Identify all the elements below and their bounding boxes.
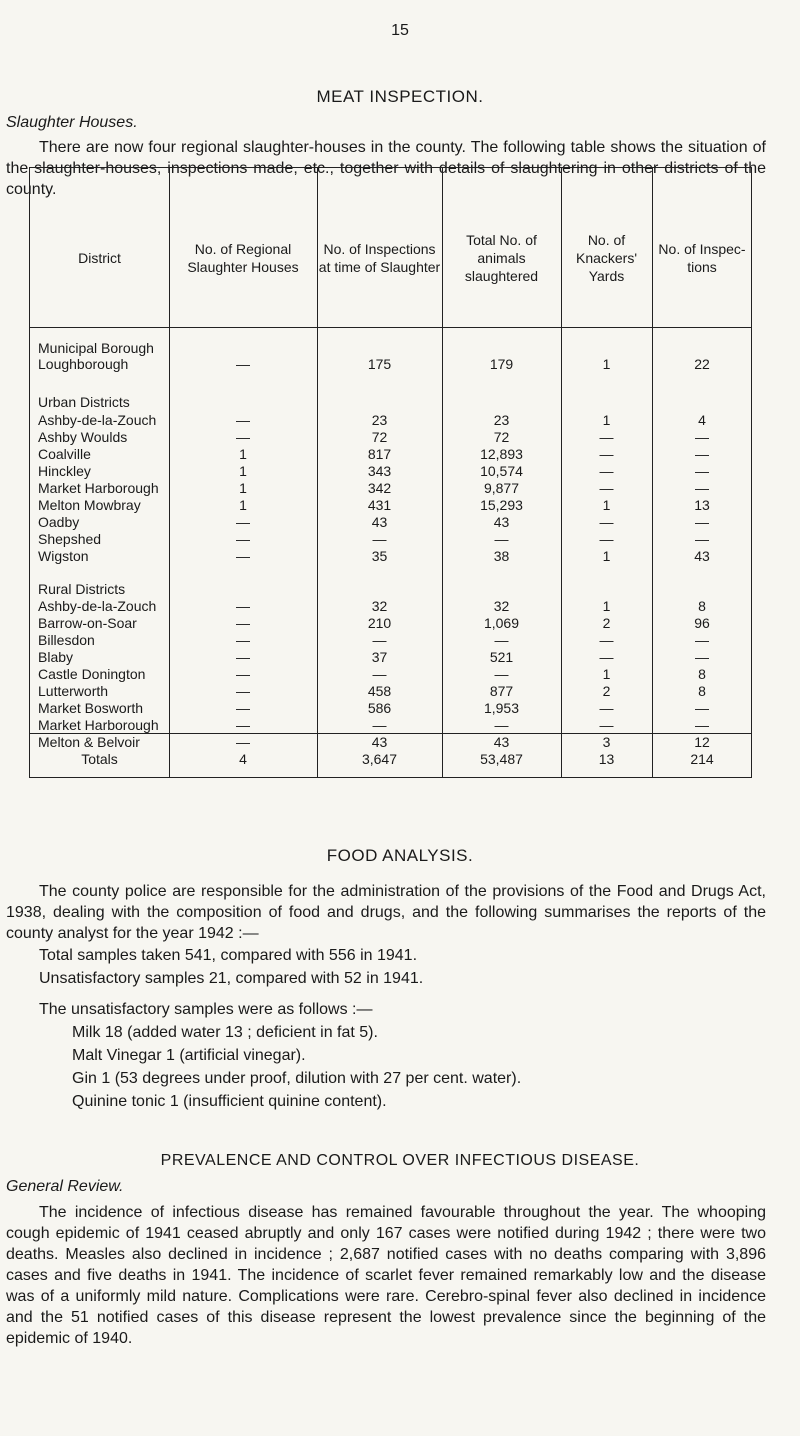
table-cell-district: Market Harborough (38, 480, 159, 496)
meat-inspection-text: There are now four regional slaughter-houses in the county. The following table shows the situation of the slaughter-houses, inspections made, etc., together with details of slaughtering in other districts of the county. (6, 139, 766, 198)
table-cell-knackers: 1 (602, 598, 611, 614)
table-cell-regional: — (236, 615, 250, 631)
table-cell-inspections: 43 (371, 514, 388, 530)
table-cell-district: Melton Mowbray (38, 497, 141, 513)
table-cell-district: Wigston (38, 548, 89, 564)
table-cell-knackers: — (599, 480, 614, 496)
table-cell-inspec: — (695, 531, 709, 547)
table-cell-knackers: — (599, 649, 614, 665)
group-urban: Urban Districts (38, 394, 130, 410)
table-cell-regional: 1 (239, 446, 247, 462)
table-cell-slaughtered: 9,877 (483, 480, 520, 496)
table-cell-slaughtered: 10,574 (480, 463, 523, 479)
food-analysis-text: The county police are responsible for the administration of the provisions of the Food and Drugs Act, 1938, dealing with the composition of food and drugs, and the following summarises the reports of the county analyst for the year 1942 :— (6, 883, 766, 942)
table-cell-district: Castle Donington (38, 666, 146, 682)
table-cell-regional: — (236, 531, 250, 547)
totals-inspections: 3,647 (361, 751, 398, 767)
table-cell-inspec: 12 (694, 734, 710, 750)
table-cell-district: Ashby-de-la-Zouch (38, 412, 157, 428)
table-cell-knackers: 1 (602, 666, 611, 682)
table-cell-regional: — (236, 700, 250, 716)
totals-slaughtered: 53,487 (480, 751, 523, 767)
group-rural: Rural Districts (38, 581, 126, 597)
table-cell-inspections: 210 (367, 615, 392, 631)
table-cell-inspections: 37 (371, 649, 388, 665)
table-cell-slaughtered: 23 (493, 412, 510, 428)
general-review-subheading: General Review. (6, 1178, 124, 1195)
sample-item-vinegar: Malt Vinegar 1 (artificial vinegar). (72, 1047, 306, 1064)
table-cell-knackers: — (599, 632, 614, 648)
table-cell-regional: — (236, 683, 250, 699)
table-cell-district: Ashby-de-la-Zouch (38, 598, 157, 614)
table-cell-inspec: 8 (698, 666, 706, 682)
table-cell-inspec: — (695, 480, 709, 496)
slaughter-houses-subheading: Slaughter Houses. (6, 114, 138, 131)
table-cell-slaughtered: 43 (493, 734, 510, 750)
meat-inspection-heading: MEAT INSPECTION. (316, 87, 484, 106)
table-cell-regional: — (236, 717, 250, 733)
header-knackers-yards: No. of Knackers' Yards (575, 232, 638, 284)
table-cell-inspections: 586 (367, 700, 392, 716)
table-cell-slaughtered: 1,069 (483, 615, 520, 631)
table-cell-district: Hinckley (38, 463, 91, 479)
table-cell-district: Loughborough (38, 356, 129, 372)
table-cell-slaughtered: 12,893 (480, 446, 523, 462)
table-cell-district: Barrow-on-Soar (38, 615, 137, 631)
table-cell-knackers: 1 (602, 356, 611, 372)
table-cell-regional: — (236, 649, 250, 665)
group-municipal: Municipal Borough (38, 340, 154, 356)
table-cell-district: Melton & Belvoir (38, 734, 140, 750)
table-cell-inspections: 342 (367, 480, 392, 496)
table-cell-knackers: — (599, 700, 614, 716)
table-cell-inspec: 22 (694, 356, 710, 372)
table-cell-regional: 1 (239, 480, 247, 496)
food-analysis-paragraph (6, 881, 766, 944)
table-cell-slaughtered: 38 (493, 548, 510, 564)
table-cell-inspections: — (372, 531, 387, 547)
table-cell-inspections: 32 (371, 598, 388, 614)
table-cell-slaughtered: 1,953 (483, 700, 520, 716)
table-cell-regional: — (236, 632, 250, 648)
table-cell-inspections: — (372, 666, 387, 682)
infectious-disease-heading: PREVALENCE AND CONTROL OVER INFECTIOUS DISEASE. (160, 1152, 640, 1169)
table-cell-regional: — (236, 412, 250, 428)
table-cell-slaughtered: 179 (489, 356, 514, 372)
table-cell-regional: — (236, 598, 250, 614)
table-cell-inspections: — (372, 717, 387, 733)
table-cell-slaughtered: — (494, 531, 509, 547)
table-cell-knackers: — (599, 446, 614, 462)
table-cell-knackers: — (599, 463, 614, 479)
table-cell-inspec: — (695, 514, 709, 530)
table-cell-slaughtered: — (494, 632, 509, 648)
table-cell-inspec: — (695, 463, 709, 479)
unsatisfactory-intro-line: The unsatisfactory samples were as follows :— (39, 1001, 373, 1018)
table-cell-district: Lutterworth (38, 683, 109, 699)
table-cell-inspec: 8 (698, 598, 706, 614)
table-cell-inspections: 431 (367, 497, 392, 513)
header-regional: No. of Regional Slaughter Houses (187, 241, 299, 275)
table-cell-district: Ashby Woulds (38, 429, 128, 445)
table-cell-inspec: — (695, 429, 709, 445)
table-cell-regional: — (236, 514, 250, 530)
table-cell-inspec: — (695, 632, 709, 648)
table-cell-slaughtered: 43 (493, 514, 510, 530)
table-cell-inspections: 43 (371, 734, 388, 750)
header-district: District (78, 250, 121, 266)
totals-inspec: 214 (690, 751, 714, 767)
table-cell-knackers: 3 (602, 734, 611, 750)
sample-item-gin: Gin 1 (53 degrees under proof, dilution with 27 per cent. water). (72, 1070, 522, 1087)
sample-item-milk: Milk 18 (added water 13 ; deficient in fat 5). (72, 1024, 378, 1041)
table-cell-slaughtered: 72 (493, 429, 510, 445)
page-number: 15 (391, 22, 409, 39)
table-cell-slaughtered: 32 (493, 598, 510, 614)
total-samples-line: Total samples taken 541, compared with 556 in 1941. (39, 947, 418, 964)
table-cell-district: Market Bosworth (38, 700, 144, 716)
table-cell-inspections: 35 (371, 548, 388, 564)
table-cell-inspec: — (695, 700, 709, 716)
table-cell-regional: — (236, 734, 250, 750)
table-cell-district: Oadby (38, 514, 80, 530)
table-cell-knackers: — (599, 531, 614, 547)
totals-knackers: 13 (598, 751, 615, 767)
table-cell-inspec: — (695, 649, 709, 665)
table-cell-regional: — (236, 429, 250, 445)
table-cell-regional: — (236, 666, 250, 682)
table-cell-district: Billesdon (38, 632, 95, 648)
table-cell-inspections: 72 (371, 429, 388, 445)
table-cell-slaughtered: 877 (489, 683, 514, 699)
sample-item-quinine: Quinine tonic 1 (insufficient quinine content). (72, 1093, 387, 1110)
table-cell-knackers: 2 (602, 615, 611, 631)
table-cell-district: Market Harborough (38, 717, 159, 733)
table-cell-inspec: 96 (694, 615, 710, 631)
table-cell-district: Shepshed (38, 531, 102, 547)
totals-label: Totals (81, 751, 118, 767)
table-cell-inspections: 175 (367, 356, 392, 372)
table-cell-slaughtered: 15,293 (480, 497, 523, 513)
table-cell-district: Coalville (38, 446, 91, 462)
table-cell-regional: 1 (239, 463, 247, 479)
table-cell-inspections: 817 (367, 446, 392, 462)
table-cell-inspections: 343 (367, 463, 392, 479)
table-cell-inspec: — (695, 717, 709, 733)
table-cell-slaughtered: — (494, 717, 509, 733)
table-cell-inspections: 458 (367, 683, 392, 699)
table-cell-knackers: — (599, 717, 614, 733)
header-inspections: No. of Inspections at time of Slaughter (318, 241, 441, 275)
totals-regional: 4 (239, 751, 247, 767)
table-cell-inspections: 23 (371, 412, 388, 428)
table-cell-slaughtered: — (494, 666, 509, 682)
table-cell-inspec: 13 (694, 497, 710, 513)
table-cell-inspec: 8 (698, 683, 706, 699)
table-cell-regional: — (236, 356, 250, 372)
table-cell-regional: — (236, 548, 250, 564)
table-cell-knackers: 2 (602, 683, 611, 699)
infectious-disease-paragraph (6, 1202, 766, 1349)
unsatisfactory-samples-line: Unsatisfactory samples 21, compared with 52 in 1941. (39, 970, 424, 987)
slaughter-table (29, 167, 752, 778)
table-cell-inspec: — (695, 446, 709, 462)
table-cell-knackers: 1 (602, 548, 611, 564)
table-cell-regional: 1 (239, 497, 247, 513)
infectious-disease-text: The incidence of infectious disease has remained favourable throughout the year. The whooping cough epidemic of 1941 ceased abruptly and only 167 cases were notified during 1942 ; there were two deaths. Measles also declined in incidence ; 2,687 notified cases with no deaths comparing with 3,896 cases and five deaths in 1941. The incidence of scarlet fever remained remarkably low and the disease was of a uniformly mild nature. Complications were rare. Cerebro-spinal fever also declined in incidence and the 51 notified cases of this disease represent the lowest prevalence since the beginning of the epidemic of 1940. (6, 1204, 766, 1347)
food-analysis-heading: FOOD ANALYSIS. (326, 846, 474, 865)
table-cell-knackers: 1 (602, 497, 611, 513)
table-cell-knackers: 1 (602, 412, 611, 428)
table-cell-district: Blaby (38, 649, 74, 665)
table-cell-slaughtered: 521 (489, 649, 514, 665)
table-cell-inspec: 4 (698, 412, 706, 428)
table-cell-knackers: — (599, 514, 614, 530)
header-inspec-tions: No. of Inspec- tions (658, 241, 746, 275)
table-cell-inspections: — (372, 632, 387, 648)
table-cell-knackers: — (599, 429, 614, 445)
table-cell-inspec: 43 (694, 548, 710, 564)
header-total-slaughtered: Total No. of animals slaughtered (464, 232, 539, 284)
